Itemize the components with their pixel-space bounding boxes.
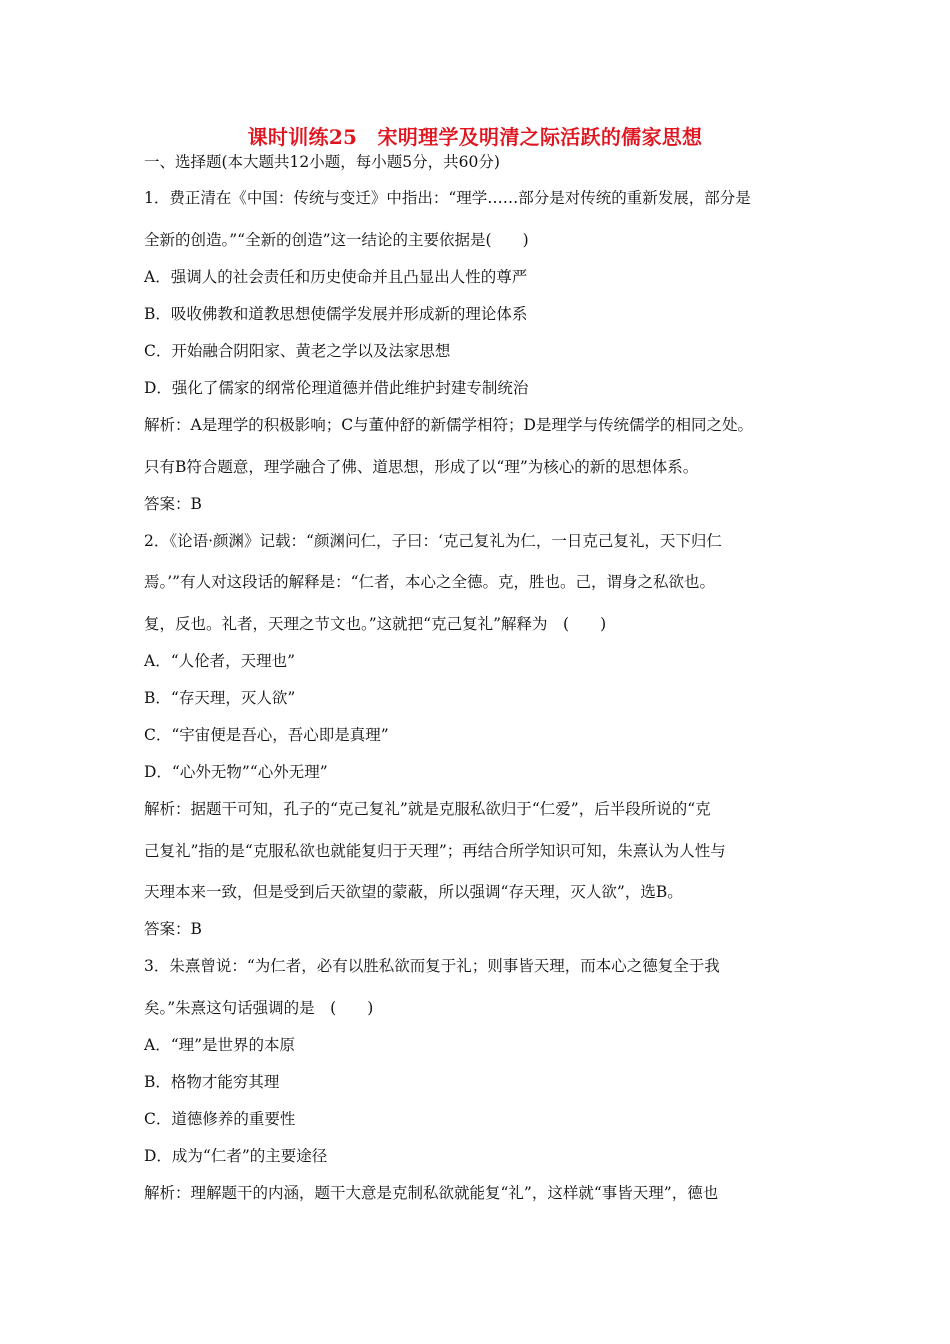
q3-option-b: B．格物才能穷其理: [144, 1073, 280, 1091]
q1-analysis-line-2: 只有B符合题意，理学融合了佛、道思想，形成了以“理”为核心的新的思想体系。: [144, 458, 699, 476]
q3-option-a: A．“理”是世界的本原: [144, 1036, 296, 1054]
q2-stem-line-1: 2．《论语·颜渊》记载：“颜渊问仁，子曰：‘克己复礼为仁，一日克己复礼，天下归仁: [144, 532, 722, 550]
q2-option-d: D．“心外无物”“心外无理”: [144, 763, 328, 781]
q1-stem-line-1: 1．费正清在《中国：传统与变迁》中指出：“理学……部分是对传统的重新发展，部分是: [144, 189, 751, 207]
q2-option-a: A．“人伦者，天理也”: [144, 652, 296, 670]
q1-stem-line-2: 全新的创造。”“全新的创造”这一结论的主要依据是( ): [144, 231, 529, 249]
q3-stem-line-2: 矣。”朱熹这句话强调的是 ( ): [144, 999, 374, 1017]
q1-option-b: B．吸收佛教和道教思想使儒学发展并形成新的理论体系: [144, 305, 528, 323]
section-header: 一、选择题(本大题共12小题，每小题5分，共60分): [144, 153, 500, 171]
q2-analysis-line-3: 天理本来一致，但是受到后天欲望的蒙蔽，所以强调“存天理，灭人欲”，选B。: [144, 883, 683, 901]
q2-option-c: C．“宇宙便是吾心，吾心即是真理”: [144, 726, 389, 744]
q3-option-c: C．道德修养的重要性: [144, 1110, 296, 1128]
q1-option-c: C．开始融合阴阳家、黄老之学以及法家思想: [144, 342, 451, 360]
page-title: 课时训练25 宋明理学及明清之际活跃的儒家思想: [247, 125, 703, 149]
q3-analysis-line-1: 解析：理解题干的内涵，题干大意是克制私欲就能复“礼”，这样就“事皆天理”，德也: [144, 1184, 719, 1202]
q1-answer: 答案：B: [144, 495, 202, 513]
q2-answer: 答案：B: [144, 920, 202, 938]
q1-option-d: D．强化了儒家的纲常伦理道德并借此维护封建专制统治: [144, 379, 529, 397]
q3-stem-line-1: 3．朱熹曾说：“为仁者，必有以胜私欲而复于礼；则事皆天理，而本心之德复全于我: [144, 957, 720, 975]
q1-analysis-line-1: 解析：A是理学的积极影响；C与董仲舒的新儒学相符；D是理学与传统儒学的相同之处。: [144, 416, 753, 434]
q1-option-a: A．强调人的社会责任和历史使命并且凸显出人性的尊严: [144, 268, 528, 286]
q2-stem-line-2: 焉。’”有人对这段话的解释是：“仁者，本心之全德。克，胜也。己，谓身之私欲也。: [144, 573, 716, 591]
q2-option-b: B．“存天理，灭人欲”: [144, 689, 296, 707]
q2-analysis-line-1: 解析：据题干可知，孔子的“克己复礼”就是克服私欲归于“仁爱”，后半段所说的“克: [144, 800, 711, 818]
q2-analysis-line-2: 己复礼”指的是“克服私欲也就能复归于天理”；再结合所学知识可知，朱熹认为人性与: [144, 842, 726, 860]
q2-stem-line-3: 复，反也。礼者，天理之节文也。”这就把“克己复礼”解释为 ( ): [144, 615, 607, 633]
q3-option-d: D．成为“仁者”的主要途径: [144, 1147, 328, 1165]
